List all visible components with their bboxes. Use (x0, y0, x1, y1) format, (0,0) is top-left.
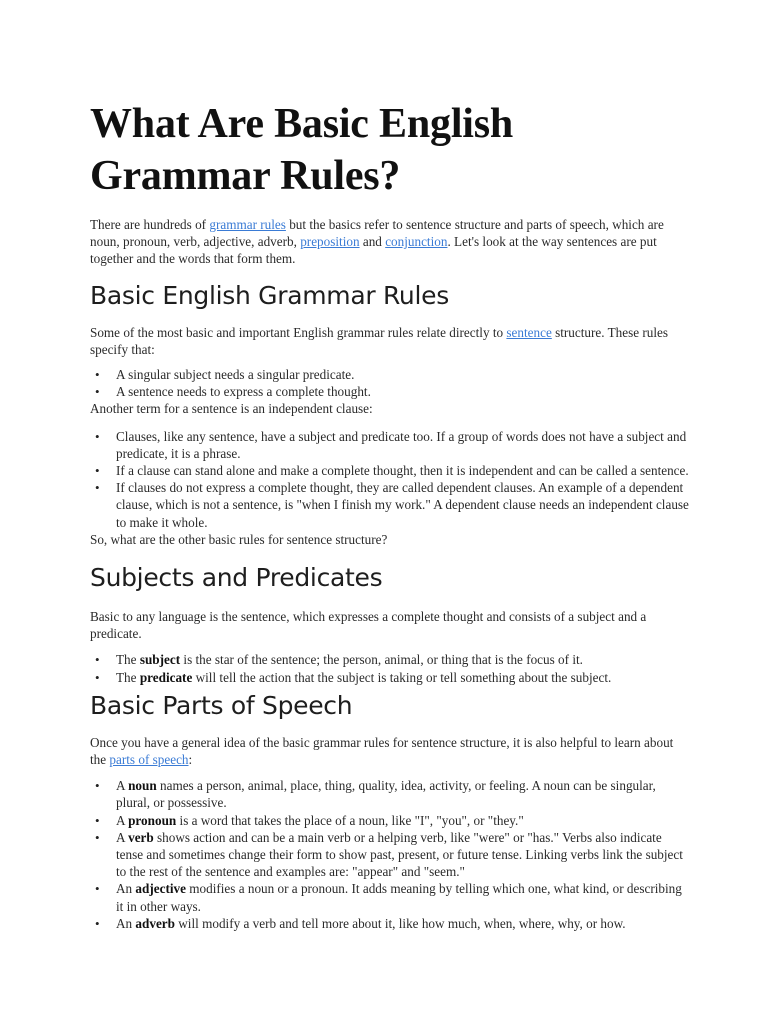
basic-rules-paragraph (90, 324, 690, 358)
term-verb: verb (128, 829, 154, 845)
heading-basic-rules: Basic English Grammar Rules (90, 280, 449, 310)
sentence-link[interactable]: sentence (506, 324, 552, 340)
sentence-structure-question: So, what are the other basic rules for sentence structure? (90, 531, 388, 547)
term-subject: subject (139, 652, 181, 668)
rules-list (90, 366, 690, 400)
list-item (116, 669, 690, 686)
list-item: • A sentence needs to express a complete thought. (116, 383, 690, 400)
intro-text: and (359, 234, 386, 250)
paragraph-text: Once you have a general idea of the basic grammar rules for sentence structure, it is also helpful to learn about the (90, 734, 674, 768)
item-text: modifies a noun or a pronoun. It adds meaning by telling which one, what kind, or describing it in other ways. (116, 881, 682, 914)
conjunction-link[interactable]: conjunction (385, 234, 448, 250)
item-text: A (116, 829, 129, 845)
clauses-list (90, 428, 690, 531)
item-text: is the star of the sentence; the person, animal, or thing that is the focus of it. (180, 652, 583, 668)
term-adjective: adjective (135, 881, 186, 897)
item-text: A (116, 778, 129, 794)
list-item: • A singular subject needs a singular predicate. (116, 366, 690, 383)
paragraph-text: : (188, 752, 193, 768)
parts-list (90, 777, 690, 932)
term-predicate: predicate (139, 669, 193, 685)
item-text: is a word that takes the place of a noun, like "I", "you", or "they." (176, 812, 524, 828)
list-item: • Clauses, like any sentence, have a subject and predicate too. If a group of words does not have a subject and predicate, it is a phrase. (116, 428, 690, 462)
intro-text: There are hundreds of (90, 217, 210, 232)
item-text: An (116, 881, 136, 897)
list-item (116, 915, 690, 932)
item-text: names a person, animal, place, thing, quality, idea, activity, or feeling. A noun can be singular, plural, or possessive. (116, 778, 656, 811)
item-text: The (116, 652, 140, 668)
item-text: The (116, 669, 140, 685)
list-item (116, 651, 690, 668)
item-text: A (116, 812, 129, 828)
list-item: • If a clause can stand alone and make a complete thought, then it is independent and can be called a sentence. (116, 462, 690, 479)
term-pronoun: pronoun (128, 812, 177, 828)
heading-parts-of-speech: Basic Parts of Speech (90, 690, 353, 720)
paragraph-text: structure. These rules specify that: (90, 324, 669, 357)
grammar-rules-link[interactable]: grammar rules (209, 217, 286, 232)
subjects-list (90, 651, 690, 685)
term-noun: noun (128, 778, 157, 794)
independent-clause-paragraph: Another term for a sentence is an independent clause: (90, 401, 373, 417)
item-text: will modify a verb and tell more about it, like how much, when, where, why, or how. (174, 915, 626, 931)
intro-text: but the basics refer to sentence structure and parts of speech, which are noun, pronoun, verb, adjective, adverb, (90, 217, 664, 250)
list-item (116, 777, 690, 811)
page-title: What Are Basic English Grammar Rules? (90, 101, 514, 199)
preposition-link[interactable]: preposition (300, 234, 360, 250)
list-item (116, 829, 690, 881)
item-text: An (116, 915, 136, 931)
list-item (116, 880, 690, 914)
term-adverb: adverb (135, 915, 175, 931)
parts-of-speech-link[interactable]: parts of speech (109, 752, 189, 768)
list-item (116, 812, 690, 829)
paragraph-text: Some of the most basic and important English grammar rules relate directly to (90, 324, 507, 340)
item-text: shows action and can be a main verb or a helping verb, like "were" or "has." Verbs also indicate tense and sometimes change their form to show past, present, or future tense. Linking verbs link the subject to the rest of the sentence and examples are: "appear" and "seem." (116, 829, 683, 880)
parts-paragraph (90, 734, 690, 768)
intro-text: . Let's look at the way sentences are put together and the words that form them. (90, 234, 657, 267)
subjects-paragraph: Basic to any language is the sentence, which expresses a complete thought and consists of a subject and a predicate. (90, 609, 647, 642)
intro-paragraph (90, 216, 690, 268)
article-content (90, 98, 690, 932)
item-text: will tell the action that the subject is taking or tell something about the subject. (192, 669, 612, 685)
heading-subjects-predicates: Subjects and Predicates (90, 563, 383, 593)
list-item: • If clauses do not express a complete thought, they are called dependent clauses. An example of a dependent clause, which is not a sentence, is "when I finish my work." A dependent clause needs an independent clause to make it whole. (116, 479, 690, 531)
